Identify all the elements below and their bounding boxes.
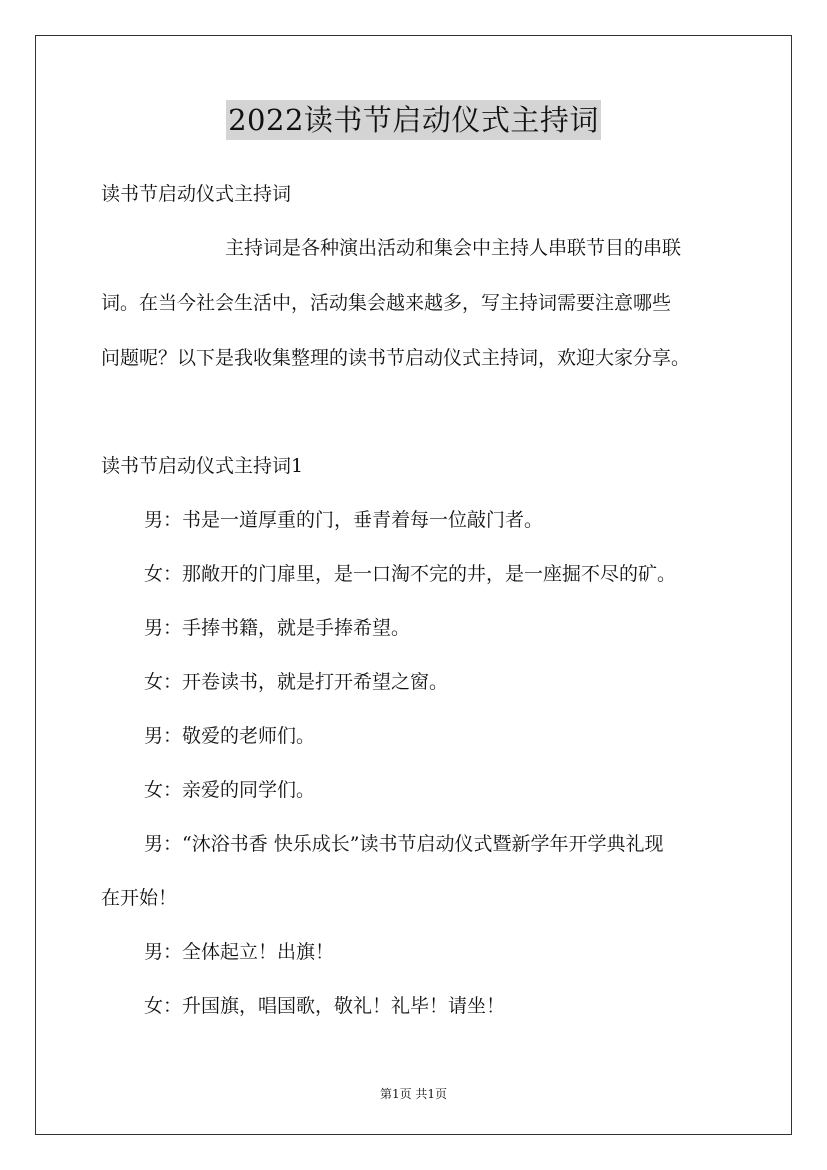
document-subtitle: 读书节启动仪式主持词	[101, 183, 292, 205]
title-container	[0, 100, 827, 140]
page-number-footer: 第1页 共1页	[379, 1087, 448, 1101]
dialogue-line-3: 男：手捧书籍，就是手捧希望。	[144, 617, 411, 639]
dialogue-line-1: 男：书是一道厚重的门，垂青着每一位敲门者。	[144, 509, 544, 531]
dialogue-line-4: 女：开卷读书，就是打开希望之窗。	[144, 671, 449, 693]
intro-line-1: 主持词是各种演出活动和集会中主持人串联节目的串联	[225, 237, 682, 259]
intro-line-3: 问题呢？以下是我收集整理的读书节启动仪式主持词，欢迎大家分享。	[101, 347, 691, 369]
dialogue-line-7: 男：“沐浴书香 快乐成长”读书节启动仪式暨新学年开学典礼现	[144, 833, 664, 855]
dialogue-line-6: 女：亲爱的同学们。	[144, 779, 316, 801]
section-heading: 读书节启动仪式主持词1	[101, 455, 304, 477]
dialogue-line-10: 女：升国旗，唱国歌，敬礼！礼毕！请坐！	[144, 995, 506, 1017]
document-title: 2022读书节启动仪式主持词	[226, 100, 601, 140]
dialogue-line-5: 男：敬爱的老师们。	[144, 725, 316, 747]
dialogue-line-2: 女：那敞开的门扉里，是一口淘不完的井，是一座掘不尽的矿。	[144, 563, 677, 585]
intro-line-2: 词。在当今社会生活中，活动集会越来越多，写主持词需要注意哪些	[101, 292, 672, 314]
dialogue-line-9: 男：全体起立！出旗！	[144, 941, 335, 963]
dialogue-line-8: 在开始！	[101, 887, 178, 909]
